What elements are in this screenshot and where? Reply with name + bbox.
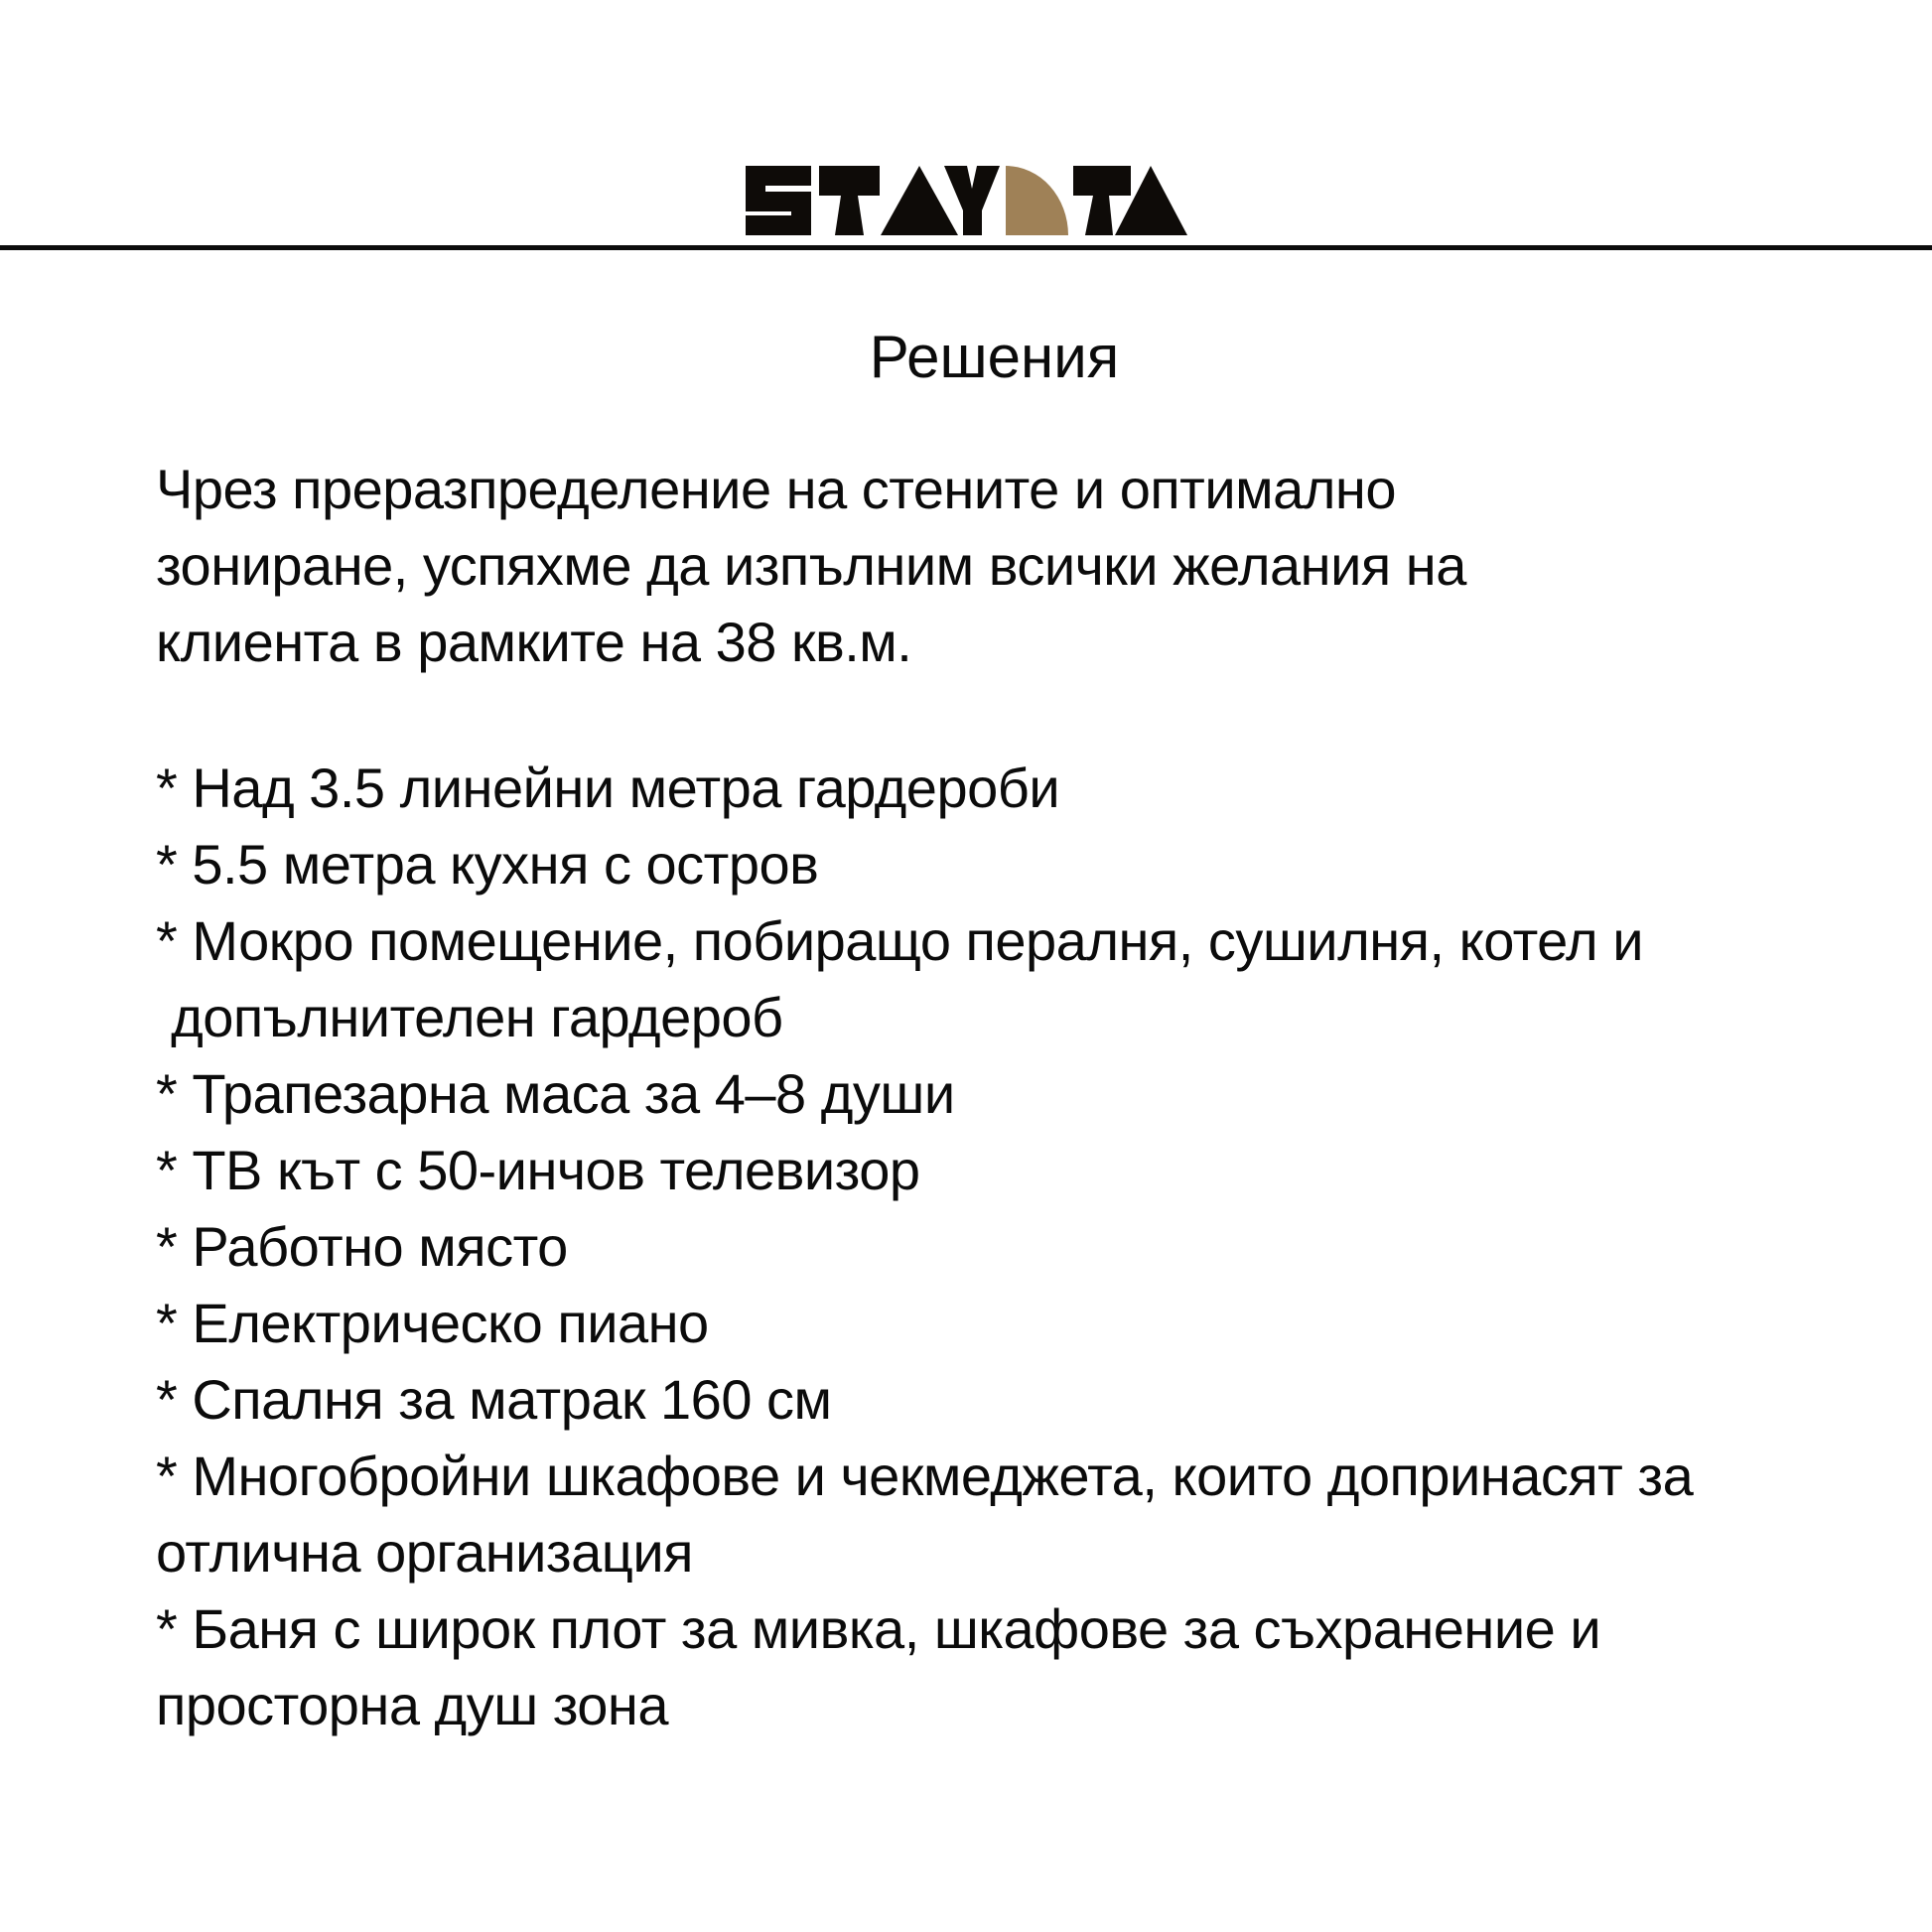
intro-line-1: Чрез преразпределение на стените и оптимално [156, 458, 1396, 520]
logo-letter-y-icon [944, 166, 1000, 235]
bullet-list [156, 750, 1833, 1743]
bullet-workplace: * Работно място [156, 1215, 568, 1278]
logo-quarter-circle-icon [1006, 166, 1068, 235]
bullet-cabinets-line-2: отлична организация [156, 1521, 693, 1584]
bullet-tv-corner: * ТВ кът с 50-инчов телевизор [156, 1139, 920, 1201]
bullet-bathroom-line-2: просторна душ зона [156, 1674, 668, 1736]
bullet-bedroom: * Спалня за матрак 160 см [156, 1368, 832, 1431]
content [0, 324, 1932, 1743]
intro-line-2: зониране, успяхме да изпълним всички желания на [156, 534, 1466, 597]
brand-logo [746, 166, 1187, 235]
page-title: Решения [869, 324, 1120, 390]
logo-letter-t-icon [819, 166, 880, 235]
bullet-utility-room-line-1: * Мокро помещение, побиращо пералня, сушилня, котел и [156, 909, 1643, 972]
paragraph-gap [156, 680, 1833, 750]
logo-black-letters [746, 166, 1187, 235]
intro-line-3: клиента в рамките на 38 кв.м. [156, 611, 912, 673]
bullet-electric-piano: * Електрическо пиано [156, 1292, 709, 1354]
bullet-kitchen: * 5.5 метра кухня с остров [156, 833, 819, 896]
bullet-cabinets-line-1: * Многобройни шкафове и чекмеджета, които допринасят за [156, 1445, 1694, 1507]
bullet-wardrobes: * Над 3.5 линейни метра гардероби [156, 757, 1060, 819]
header [0, 0, 1932, 235]
logo-letter-a-icon [881, 166, 958, 235]
intro-paragraph [156, 451, 1833, 680]
bullet-bathroom-line-1: * Баня с широк плот за мивка, шкафове за съхранение и [156, 1597, 1601, 1660]
bullet-utility-room-line-2: допълнителен гардероб [156, 986, 783, 1048]
header-divider [0, 245, 1932, 250]
bullet-dining-table: * Трапезарна маса за 4–8 души [156, 1062, 955, 1125]
logo-letter-s-icon [746, 166, 811, 235]
